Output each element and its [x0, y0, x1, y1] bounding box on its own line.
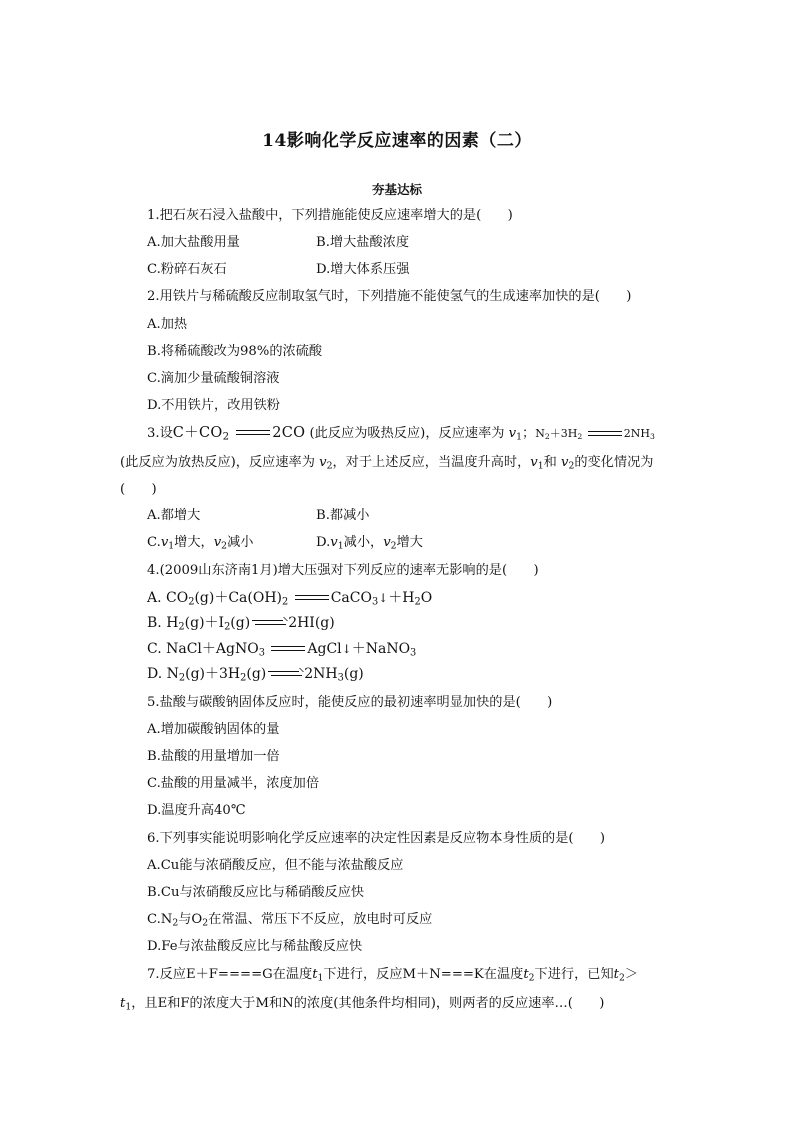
question-4-option-c: C. NaCl＋AgNO$_3$ AgCl↓＋NaNO$_3$: [147, 641, 417, 659]
question-4-option-d: D. $N_2(g)+3H_2(g)$ $2NH_3(g)$: [147, 666, 364, 684]
equals-arrow-icon: [295, 594, 329, 602]
question-6-option-b: B.Cu与浓硝酸反应比与稀硝酸反应快: [147, 885, 365, 900]
question-1-stem: 1.把石灰石浸入盐酸中，下列措施能使反应速率增大的是( ): [147, 208, 513, 223]
question-6-option-a: A.Cu能与浓硝酸反应，但不能与浓盐酸反应: [147, 858, 404, 873]
question-6-stem: 6.下列事实能说明影响化学反应速率的决定性因素是反应物本身性质的是( ): [147, 831, 606, 846]
question-5-option-a: A.增加碳酸钠固体的量: [147, 722, 280, 737]
question-7-stem: 7.反应E＋F====G在温度$t_1$下进行，反应M＋N===K在温度$t_2$下进行，已知$t_2>$: [147, 967, 639, 984]
question-3-line-2: (此反应为放热反应)，反应速率为 $v_2$，对于上述反应，当温度升高时，$v_1$和 $v_2$的变化情况为: [120, 455, 654, 472]
question-5-option-c: C.盐酸的用量减半，浓度加倍: [147, 776, 320, 791]
precipitate-arrow-icon: ↓: [378, 591, 389, 605]
question-6-option-c: $C.N_2$与$O_2$在常温、常压下不反应，放电时可反应: [147, 912, 433, 929]
question-1-option-d: D.增大体系压强: [316, 262, 410, 277]
question-6-option-d: D.Fe与浓盐酸反应比与稀盐酸反应快: [147, 939, 363, 954]
section-heading: 夯基达标: [371, 182, 422, 197]
question-2-option-d: D.不用铁片，改用铁粉: [147, 398, 280, 413]
question-5-option-d: D.温度升高40℃: [147, 803, 246, 818]
question-3-option-b: B.都减小: [316, 508, 370, 523]
question-4-option-a: A. $CO_2(g)+Ca(OH)_2$ $CaCO_3↓+H_2O$: [147, 590, 433, 608]
question-2-stem: 2.用铁片与稀硫酸反应制取氢气时，下列措施不能使氢气的生成速率加快的是( ): [147, 289, 632, 304]
question-3-option-c: $C.v_1$增大，$v_2$减小: [147, 535, 254, 552]
question-1-option-b: B.增大盐酸浓度: [316, 235, 410, 250]
page-title: 14影响化学反应速率的因素（二）: [262, 131, 532, 151]
reversible-arrow-icon: [252, 619, 286, 627]
question-3-option-a: A.都增大: [147, 508, 201, 523]
equals-arrow-icon: [271, 645, 305, 653]
question-2-option-a: A.加热: [147, 317, 188, 332]
question-2-option-b: B.将稀硫酸改为98%的浓硫酸: [147, 344, 323, 359]
precipitate-arrow-icon: ↓: [341, 642, 352, 656]
question-5-stem: 5.盐酸与碳酸钠固体反应时，能使反应的最初速率明显加快的是( ): [147, 695, 553, 710]
question-3-line-3: ( ): [120, 482, 157, 497]
question-1-option-c: C.粉碎石灰石: [147, 262, 227, 277]
question-2-option-c: C.滴加少量硫酸铜溶液: [147, 371, 280, 386]
equilibrium-arrow-icon: [588, 430, 622, 438]
question-3-stem: 3.设$C+CO_2$ 2CO (此反应为吸热反应)，反应速率为 $v_1$；$N_2+3H_2$ $2NH_3$: [147, 425, 655, 443]
reversible-arrow-icon: [268, 670, 302, 678]
question-7-line-2: $t_1$，且E和F的浓度大于M和N的浓度(其他条件均相同)，则两者的反应速率…( ): [120, 996, 605, 1013]
question-3-option-d: $D.v_1$减小，$v_2$增大: [316, 535, 423, 552]
question-1-option-a: A.加大盐酸用量: [147, 235, 240, 250]
question-5-option-b: B.盐酸的用量增加一倍: [147, 749, 280, 764]
equilibrium-arrow-icon: [236, 429, 270, 437]
question-4-option-b: B. $H_2(g)+I_2(g)$ 2HI(g): [147, 615, 335, 633]
question-4-stem: 4.(2009山东济南1月)增大压强对下列反应的速率无影响的是( ): [147, 563, 539, 578]
